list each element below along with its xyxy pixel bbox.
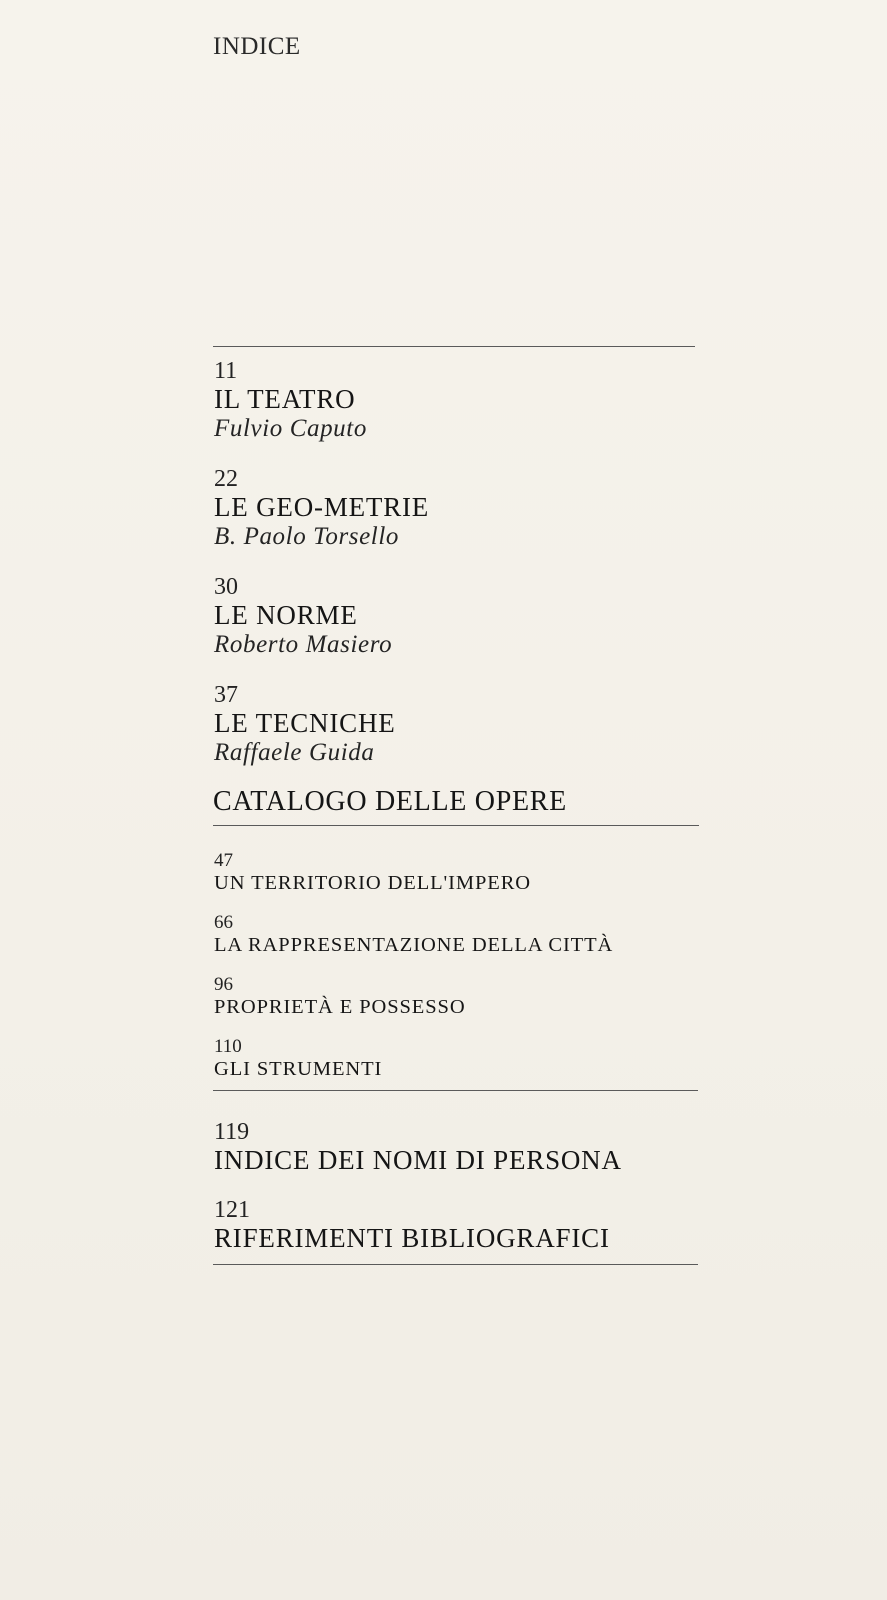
entry-title: LE TECNICHE bbox=[214, 708, 396, 738]
entry-author: B. Paolo Torsello bbox=[214, 523, 399, 550]
toc-entry-catalog-3[interactable] bbox=[214, 974, 466, 1019]
entry-page-number: 121 bbox=[214, 1197, 250, 1223]
toc-entry-appendix-2[interactable] bbox=[214, 1197, 610, 1253]
entry-page-number: 119 bbox=[214, 1119, 250, 1145]
toc-entry-catalog-2[interactable] bbox=[214, 912, 613, 957]
entry-title: LA RAPPRESENTAZIONE DELLA CITTÀ bbox=[214, 934, 614, 956]
toc-entry-essay-1[interactable] bbox=[214, 358, 367, 444]
entry-title: LE NORME bbox=[214, 600, 358, 630]
divider-bottom bbox=[213, 1264, 698, 1265]
entry-page-number: 96 bbox=[214, 974, 233, 995]
catalog-title[interactable]: CATALOGO DELLE OPERE bbox=[213, 786, 567, 817]
divider-catalog-end bbox=[213, 1090, 698, 1091]
entry-page-number: 37 bbox=[214, 682, 238, 708]
toc-entry-essay-2[interactable] bbox=[214, 466, 429, 552]
entry-page-number: 11 bbox=[214, 358, 238, 384]
entry-page-number: 47 bbox=[214, 850, 233, 871]
entry-page-number: 30 bbox=[214, 574, 238, 600]
toc-entry-catalog-1[interactable] bbox=[214, 850, 531, 895]
entry-author: Roberto Masiero bbox=[214, 631, 393, 658]
entry-title: IL TEATRO bbox=[214, 384, 356, 414]
entry-title: LE GEO-METRIE bbox=[214, 492, 430, 522]
entry-title: UN TERRITORIO DELL'IMPERO bbox=[214, 872, 531, 894]
entry-title: INDICE DEI NOMI DI PERSONA bbox=[214, 1145, 622, 1175]
entry-page-number: 110 bbox=[214, 1036, 242, 1057]
page-heading: INDICE bbox=[213, 33, 301, 60]
toc-entry-catalog-4[interactable] bbox=[214, 1036, 382, 1081]
entry-page-number: 22 bbox=[214, 466, 238, 492]
entry-author: Raffaele Guida bbox=[214, 739, 375, 766]
divider-catalog bbox=[213, 825, 699, 826]
divider-top bbox=[213, 346, 695, 347]
toc-entry-essay-4[interactable] bbox=[214, 682, 396, 768]
toc-entry-essay-3[interactable] bbox=[214, 574, 392, 660]
entry-title: GLI STRUMENTI bbox=[214, 1058, 383, 1080]
entry-page-number: 66 bbox=[214, 912, 233, 933]
entry-title: RIFERIMENTI BIBLIOGRAFICI bbox=[214, 1223, 610, 1253]
entry-title: PROPRIETÀ E POSSESSO bbox=[214, 996, 466, 1018]
toc-entry-appendix-1[interactable] bbox=[214, 1119, 622, 1175]
entry-author: Fulvio Caputo bbox=[214, 415, 367, 442]
